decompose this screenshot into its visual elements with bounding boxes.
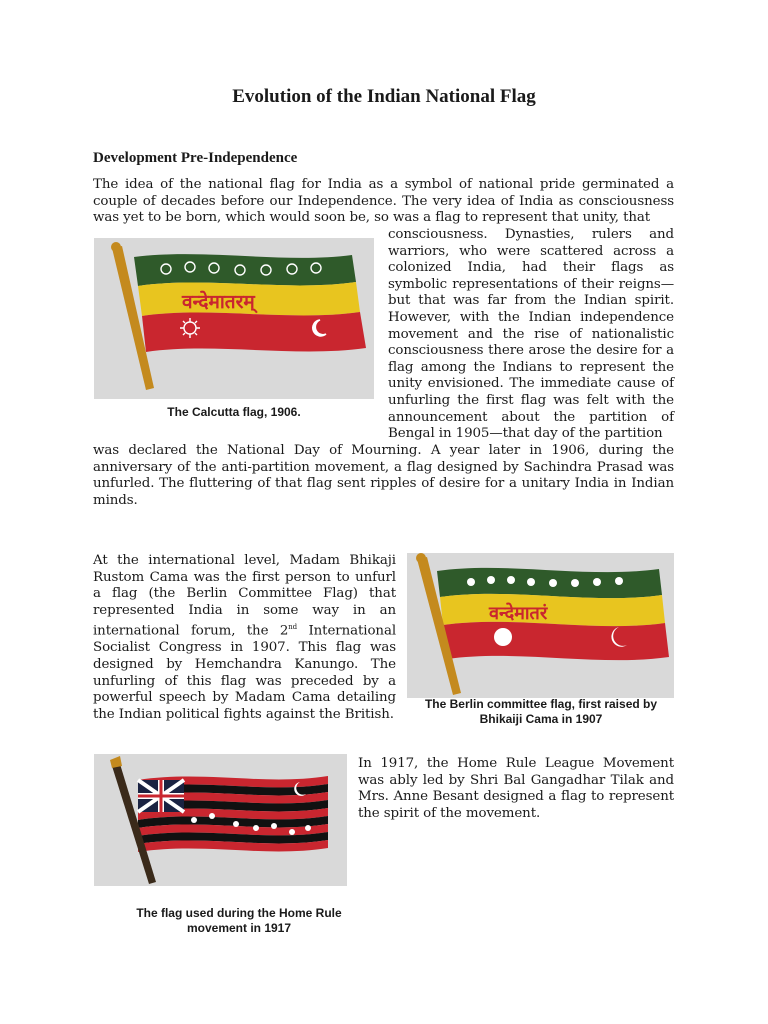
home-rule-flag-caption: The flag used during the Home Rule movement in 1917 xyxy=(136,906,342,935)
paragraph-1-side: consciousness. Dynasties, rulers and warriors, who were scattered across a colonized India, had their flags as symbolic representations of their reigns—but that was far from the Indian spirit. However, with the Indian independence movement and the rise of nationalistic consciousness there arose the desire for a flag among the Indians to represent the unity envisioned. The immediate cause of unfurling the first flag was felt with the announcement about the partition of Bengal in 1905—that day of the partition xyxy=(388,227,674,442)
paragraph-3: In 1917, the Home Rule League Movement was ably led by Shri Bal Gangadhar Tilak and Mrs. Anne Besant designed a flag to represent the spirit of the movement. xyxy=(358,756,674,821)
paragraph-1-top: The idea of the national flag for India as a symbol of national pride germinated a couple of decades before our Independence. The very idea of India as consciousness was yet to be born, which would soon be, so was a flag to represent that unity, that xyxy=(93,177,674,226)
section-heading: Development Pre-Independence xyxy=(93,150,298,166)
page-title: Evolution of the Indian National Flag xyxy=(232,86,536,107)
paragraph-2-text-a: At the international level, Madam Bhikaji Rustom Cama was the first person to unfurl a flag (the Berlin Committee Flag) that represented India in some way in an international forum, the 2 xyxy=(93,553,396,639)
berlin-flag-image xyxy=(407,553,674,698)
calcutta-flag-caption: The Calcutta flag, 1906. xyxy=(167,405,301,419)
svg-text:वन्देमातरं: वन्देमातरं xyxy=(489,603,548,624)
paragraph-2-text-b: International Socialist Congress in 1907. This flag was designed by Hemchandra Kanungo. The unfurling of this flag was preceded by a powerful speech by Madam Cama detailing the Indian political fights against the British. xyxy=(93,623,397,722)
paragraph-1-bottom: was declared the National Day of Mourning. A year later in 1906, during the anniversary of the anti-partition movement, a flag designed by Sachindra Prasad was unfurled. The fluttering of that flag sent ripples of desire for a unitary India in Indian minds. xyxy=(93,443,674,508)
home-rule-flag-image xyxy=(94,754,347,886)
ordinal-suffix: nd xyxy=(288,623,298,632)
svg-text:वन्देमातरम्: वन्देमातरम् xyxy=(182,291,255,313)
berlin-flag-caption: The Berlin committee flag, first raised by Bhikaiji Cama in 1907 xyxy=(424,697,658,726)
paragraph-2 xyxy=(93,553,396,723)
calcutta-flag-image xyxy=(94,238,374,399)
